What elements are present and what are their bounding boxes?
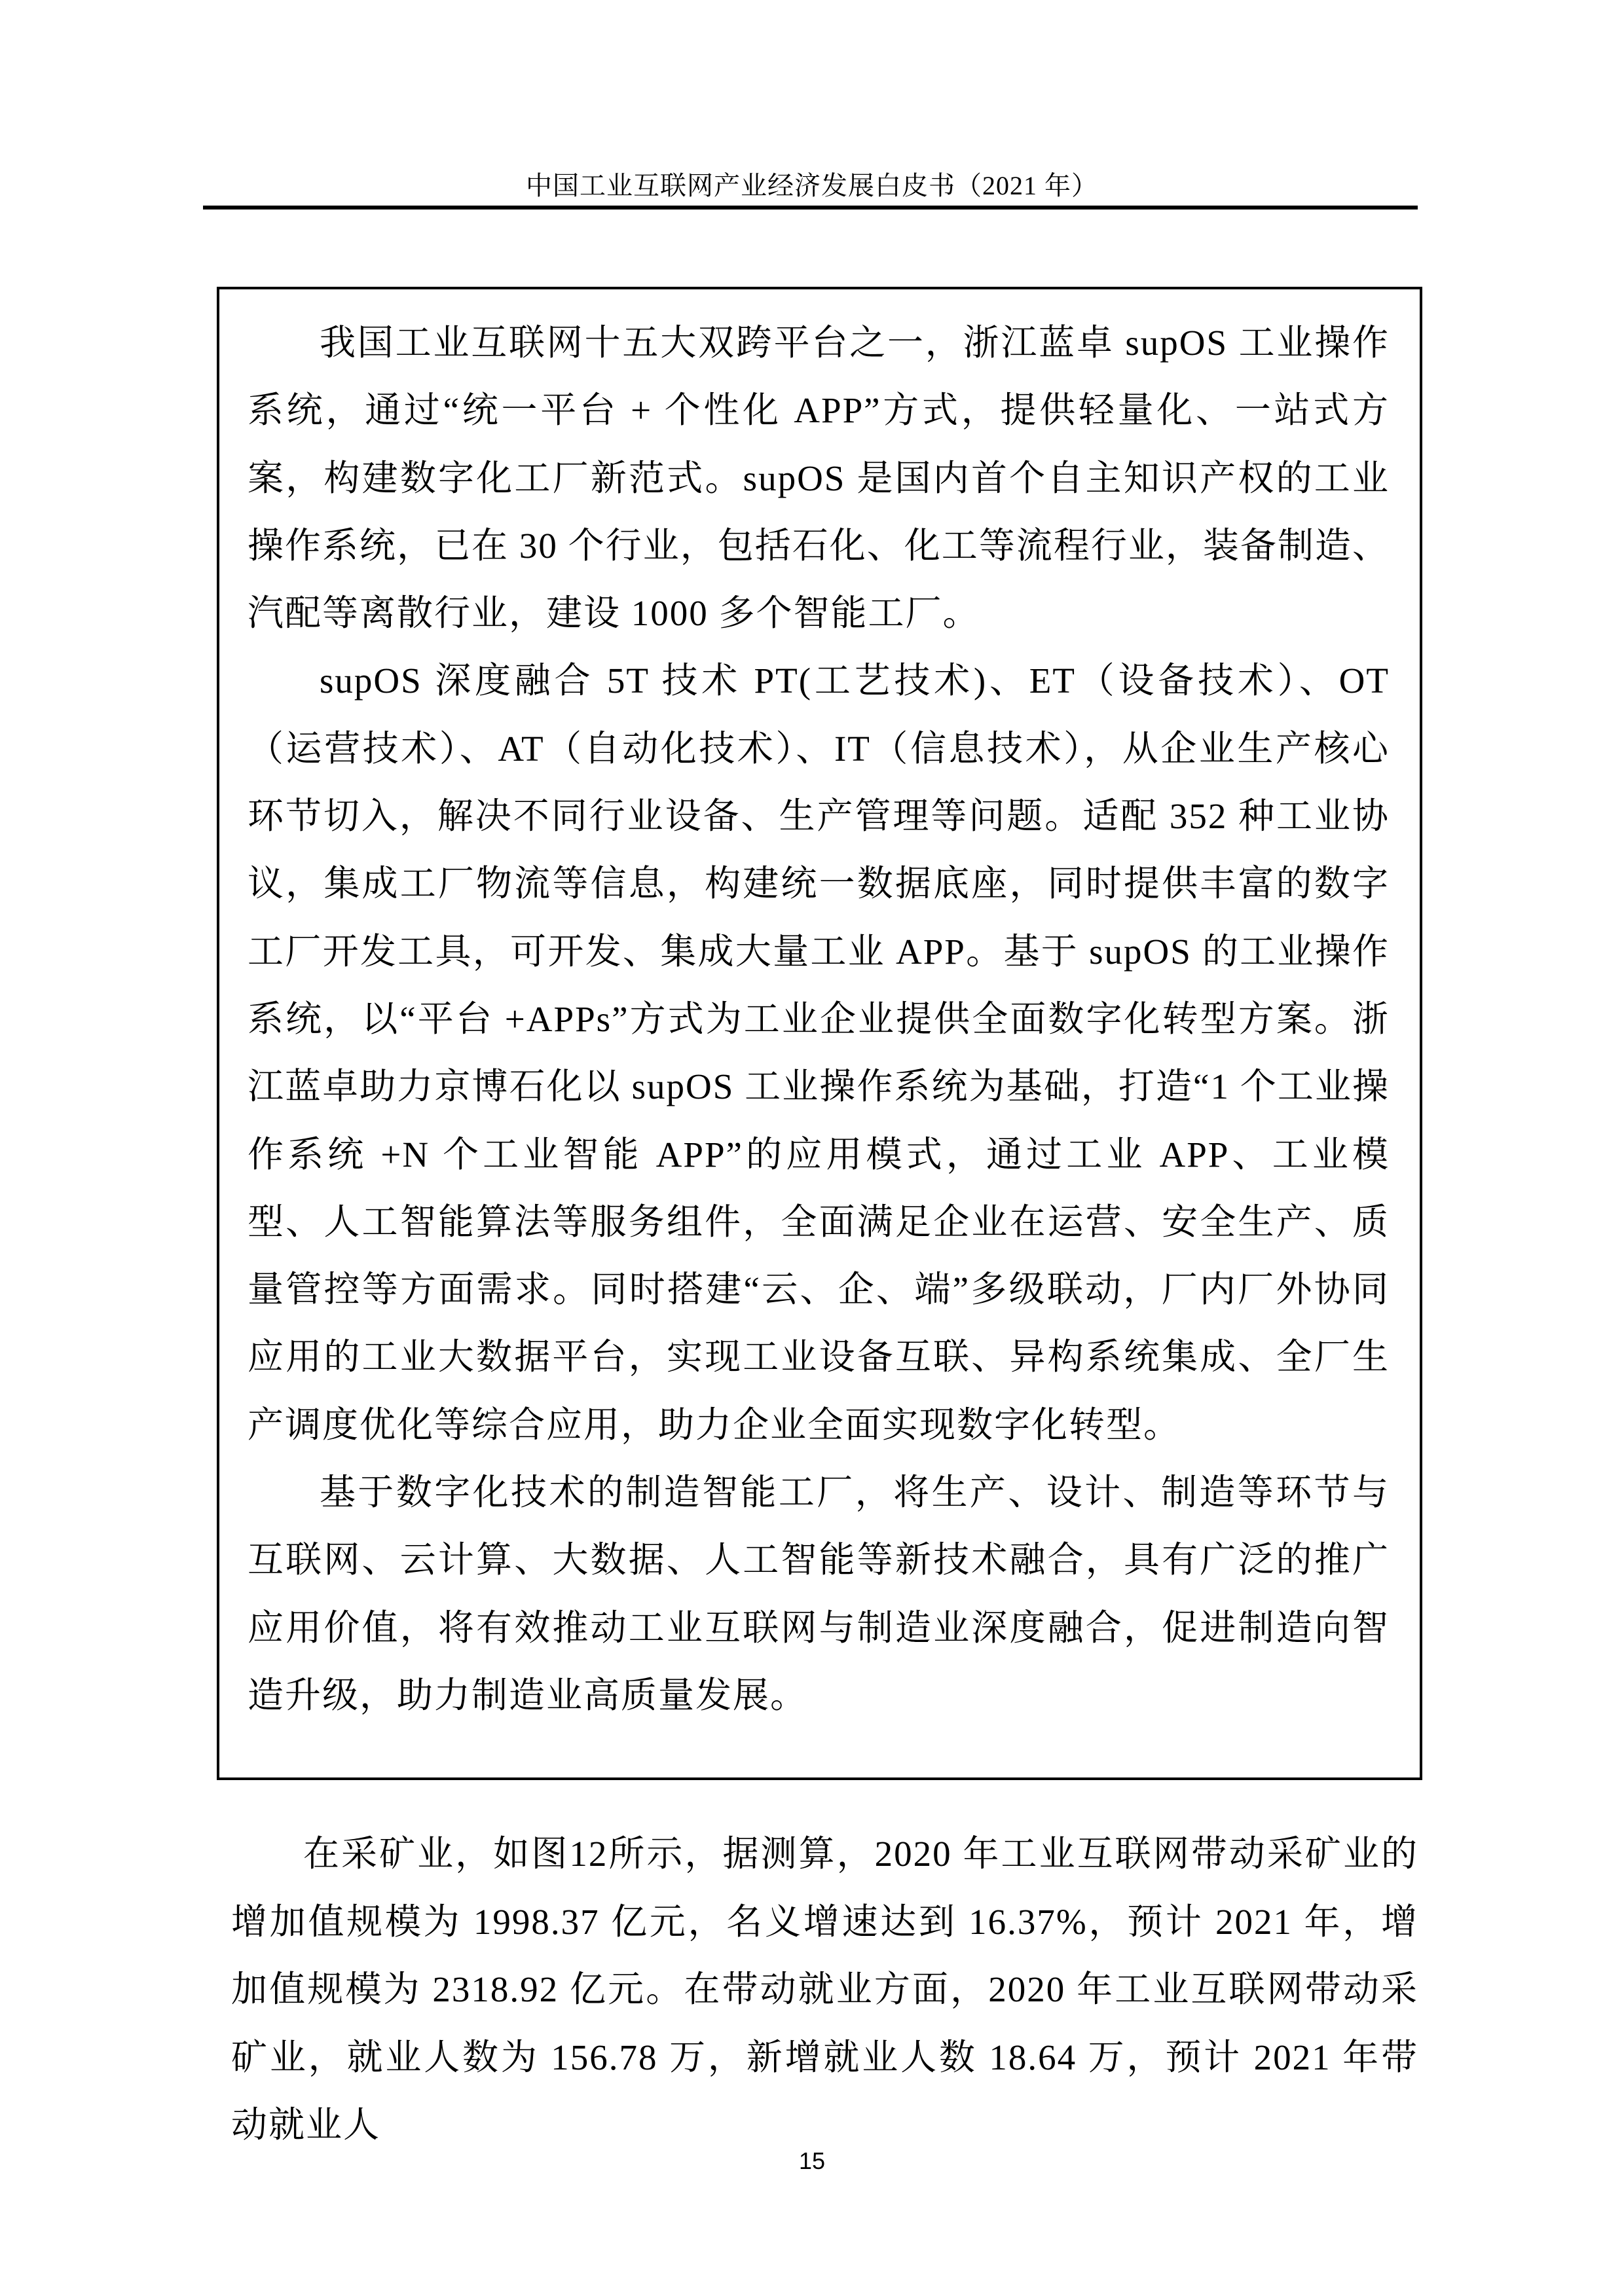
body-paragraph-mining: 在采矿业，如图12所示，据测算，2020 年工业互联网带动采矿业的增加值规模为 1998.37 亿元，名义增速达到 16.37%，预计 2021 年，增加值规模为 2318.92 亿元。在带动就业方面，2020 年工业互联网带动采矿业，就业人数为 156.78 万，新增就业人数 18.64 万，预计 2021 年带动就业人 [231, 1834, 1418, 2145]
case-paragraph-supos-intro: 我国工业互联网十五大双跨平台之一，浙江蓝卓 supOS 工业操作系统，通过“统一平台 + 个性化 APP”方式，提供轻量化、一站式方案，构建数字化工厂新范式。supOS 是国内首个自主知识产权的工业操作系统，已在 30 个行业，包括石化、化工等流程行业，装备制造、汽配等离散行业，建设 1000 多个智能工厂。 [248, 323, 1390, 634]
document-title: 中国工业互联网产业经济发展白皮书（2021 年） [526, 171, 1098, 200]
case-study-box [217, 287, 1422, 1780]
page-number: 15 [798, 2147, 826, 2174]
case-paragraph-supos-5t: supOS 深度融合 5T 技术 PT(工艺技术)、ET（设备技术）、OT（运营技术）、AT（自动化技术）、IT（信息技术），从企业生产核心环节切入，解决不同行业设备、生产管理等问题。适配 352 种工业协议，集成工厂物流等信息，构建统一数据底座，同时提供丰富的数字工厂开发工具，可开发、集成大量工业 APP。基于 supOS 的工业操作系统，以“平台 +APPs”方式为工业企业提供全面数字化转型方案。浙江蓝卓助力京博石化以 supOS 工业操作系统为基础，打造“1 个工业操作系统 +N 个工业智能 APP”的应用模式，通过工业 APP、工业模型、人工智能算法等服务组件，全面满足企业在运营、安全生产、质量管控等方面需求。同时搭建“云、企、端”多级联动，厂内厂外协同应用的工业大数据平台，实现工业设备互联、异构系统集成、全厂生产调度优化等综合应用，助力企业全面实现数字化转型。 [248, 661, 1390, 1445]
case-study-content [248, 309, 1390, 1729]
case-paragraph-smart-factory: 基于数字化技术的制造智能工厂，将生产、设计、制造等环节与互联网、云计算、大数据、人工智能等新技术融合，具有广泛的推广应用价值，将有效推动工业互联网与制造业深度融合，促进制造向智造升级，助力制造业高质量发展。 [248, 1472, 1390, 1715]
header-divider [203, 206, 1418, 210]
main-body [231, 1820, 1418, 2159]
